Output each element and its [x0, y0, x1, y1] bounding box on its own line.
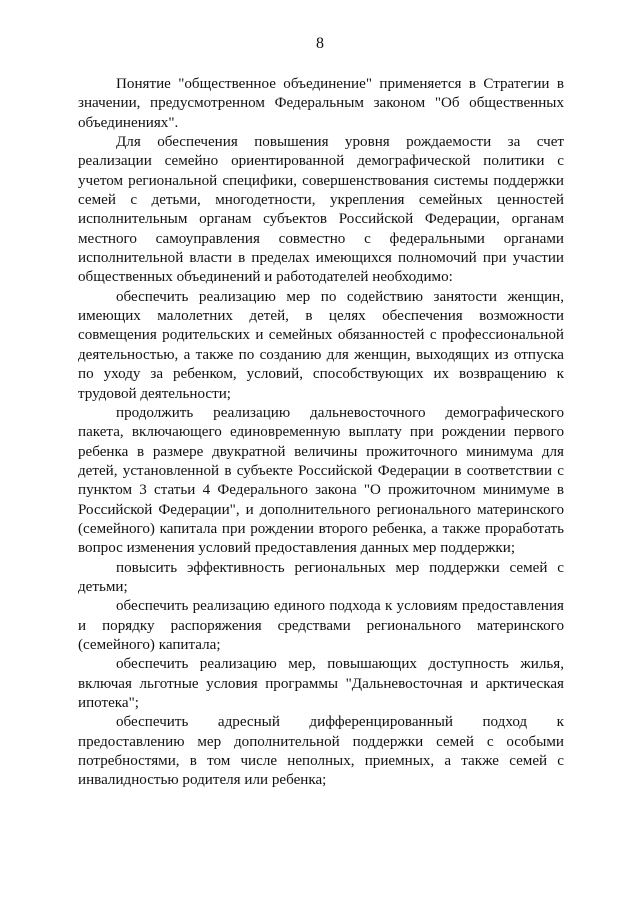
document-body	[78, 75, 564, 791]
paragraph: продолжить реализацию дальневосточного демографического пакета, включающего единовременную выплату при рождении первого ребенка в размере двукратной величины прожиточного минимума для детей, установленной в субъекте Российской Федерации в соответствии с пунктом 3 статьи 4 Федерального закона "О прожиточном минимуме в Российской Федерации", и дополнительного регионального материнского (семейного) капитала при рождении второго ребенка, а также проработать вопрос изменения условий предоставления данных мер поддержки;	[78, 404, 564, 557]
paragraph: Для обеспечения повышения уровня рождаемости за счет реализации семейно ориентированной демографической политики с учетом региональной специфики, совершенствования системы поддержки семей с детьми, многодетности, укрепления семейных ценностей исполнительным органам субъектов Российской Федерации, органам местного самоуправления совместно с федеральными органами исполнительной власти в пределах имеющихся полномочий при участии общественных объединений и работодателей необходимо:	[78, 134, 564, 286]
paragraph: обеспечить реализацию мер, повышающих доступность жилья, включая льготные условия программы "Дальневосточная и арктическая ипотека";	[78, 656, 564, 711]
paragraph: обеспечить адресный дифференцированный подход к предоставлению мер дополнительной поддержки семей с особыми потребностями, в том числе неполных, приемных, а также семей с инвалидностью родителя или ребенка;	[78, 714, 564, 789]
paragraph: обеспечить реализацию единого подхода к условиям предоставления и порядку распоряжения средствами регионального материнского (семейного) капитала;	[78, 598, 564, 653]
paragraph: Понятие "общественное объединение" применяется в Стратегии в значении, предусмотренном Федеральным законом "Об общественных объединениях".	[78, 76, 564, 131]
paragraph: обеспечить реализацию мер по содействию занятости женщин, имеющих малолетних детей, в целях обеспечения возможности совмещения родительских и семейных обязанностей с профессиональной деятельностью, а также по созданию для женщин, выходящих из отпуска по уходу за ребенком, условий, способствующих их возвращению к трудовой деятельности;	[78, 288, 564, 402]
paragraph: повысить эффективность региональных мер поддержки семей с детьми;	[78, 559, 564, 595]
page-number: 8	[316, 35, 324, 52]
